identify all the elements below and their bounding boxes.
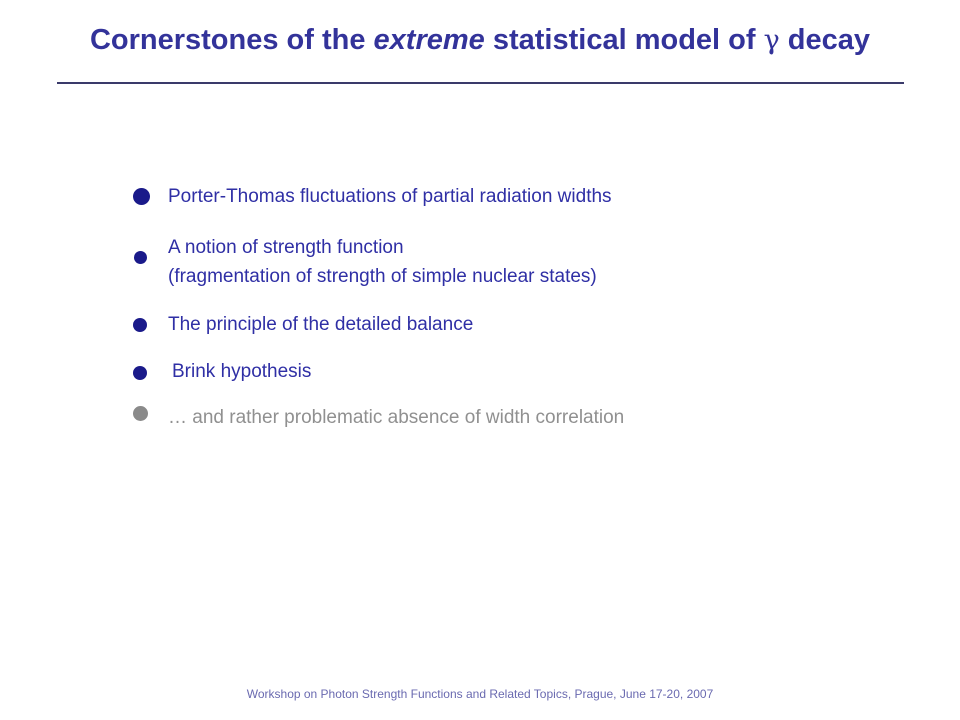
slide-footer: Workshop on Photon Strength Functions and Related Topics, Prague, June 17-20, 2007 (246, 687, 714, 701)
bullet-2-icon (134, 251, 147, 264)
bullet-item-porter-thomas: Porter-Thomas fluctuations of partial radiation widths (168, 186, 612, 207)
title-italic-extreme: extreme (373, 24, 485, 56)
title-divider (57, 82, 904, 84)
bullet-item-width-correlation: … and rather problematic absence of width correlation (168, 407, 625, 428)
title-part-3: decay (779, 24, 871, 56)
slide-title (0, 24, 960, 57)
bullet-1-icon (133, 188, 150, 205)
bullet-3-icon (133, 318, 147, 332)
strength-function-line-2: (fragmentation of strength of simple nuclear states) (168, 266, 597, 287)
strength-function-line-1: A notion of strength function (168, 237, 404, 258)
bullet-5-icon (133, 406, 148, 421)
title-part-2: statistical model of (484, 24, 764, 56)
bullet-item-brink-hypothesis: Brink hypothesis (172, 361, 312, 382)
title-part-1: Cornerstones of the (89, 24, 374, 56)
bullet-item-detailed-balance: The principle of the detailed balance (168, 314, 474, 335)
bullet-item-strength-function (168, 233, 597, 291)
bullet-4-icon (133, 366, 147, 380)
title-gamma-symbol: γ (763, 25, 780, 56)
